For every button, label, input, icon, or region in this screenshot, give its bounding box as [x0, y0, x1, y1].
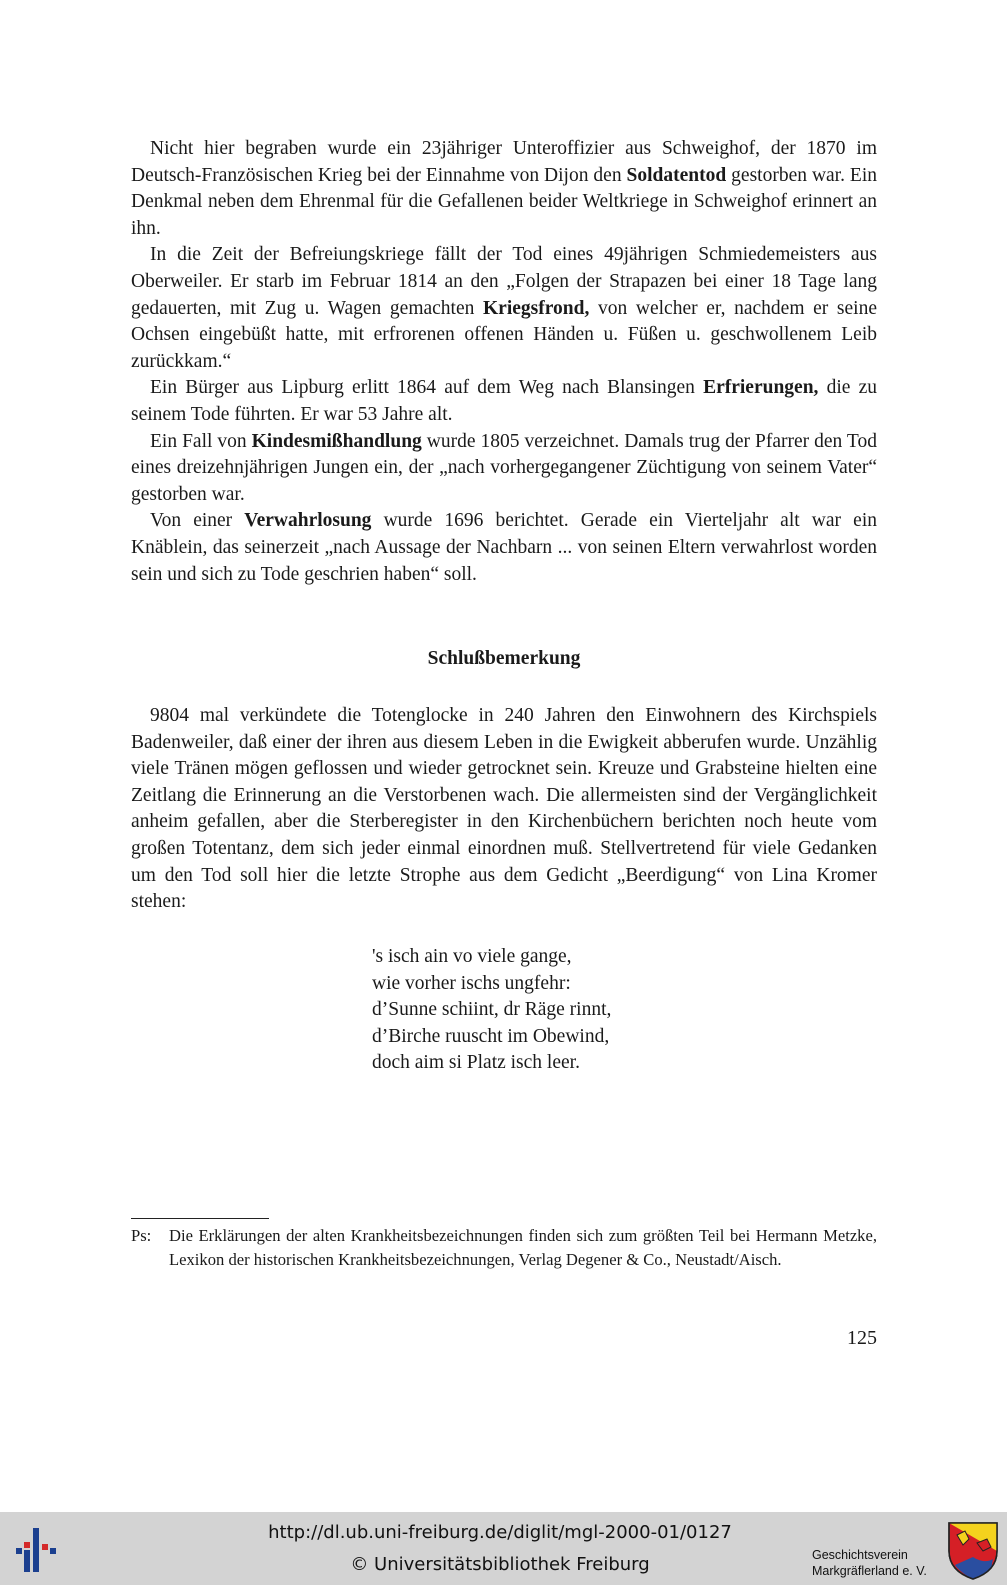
term-verwahrlosung: Verwahrlosung — [244, 510, 372, 532]
paragraph-frostbite: Ein Bürger aus Lipburg erlitt 1864 auf dem Weg nach Blansingen Erfrierungen, die zu seinem Tode führten. Er war 53 Jahre alt. — [131, 377, 878, 425]
poem-stanza — [372, 944, 611, 1077]
closing-text — [131, 703, 877, 916]
body-text — [131, 136, 877, 588]
footnote-divider — [131, 1218, 269, 1219]
paragraph-child-abuse: Ein Fall von Kindesmißhandlung wurde 1805 verzeichnet. Damals trug der Pfarrer den Tod eines dreizehnjährigen Jungen ein, der „nach vorhergegangener Züchtigung von seinem Vater“ gestorben war. — [131, 430, 877, 505]
term-kindesmisshandlung: Kindesmißhandlung — [251, 430, 422, 452]
footer-url-link[interactable]: http://dl.ub.uni-freiburg.de/diglit/mgl-2000-01/0127 — [268, 1522, 732, 1543]
paragraph-neglect: Von einer Verwahrlosung wurde 1696 berichtet. Gerade ein Vierteljahr alt war ein Knäblein, das seinerzeit „nach Aussage der Nachbarn ... von seinen Eltern verwahrlost worden sein und sich zu Tode geschrien haben“ soll. — [131, 510, 877, 585]
footnote-text: Die Erklärungen der alten Krankheitsbezeichnungen finden sich zum größten Teil bei Hermann Metzke, Lexikon der historischen Krankheitsbezeichnungen, Verlag Degener & Co., Neustadt/Aisch. — [169, 1226, 877, 1270]
paragraph-blacksmith: In die Zeit der Befreiungskriege fällt der Tod eines 49jährigen Schmiedemeisters aus Oberweiler. Er starb im Februar 1814 an den „Folgen der Strapazen bei einer 18 Tage lang gedauerten, mit Zug u. Wagen gemachten Kriegsfrond, von welcher er, nachdem er seine Ochsen eingebüßt hatte, mit erfrorenen offenen Händen u. Füßen u. geschwollenem Leib zurückkam.“ — [131, 244, 877, 372]
term-erfrierungen: Erfrierungen, — [703, 377, 819, 399]
footer-copyright: © Universitätsbibliothek Freiburg — [350, 1554, 650, 1575]
poem-line: wie vorher ischs ungfehr: — [372, 972, 571, 994]
footnote — [131, 1224, 877, 1273]
footnote-label: Ps: — [131, 1226, 152, 1245]
society-line: Markgräflerland e. V. — [812, 1564, 927, 1578]
poem-line: 's isch ain vo viele gange, — [372, 946, 572, 967]
closing-paragraph: 9804 mal verkündete die Totenglocke in 240 Jahren den Einwohnern des Kirchspiels Badenweiler, daß einer der ihren aus diesem Leben in die Ewigkeit abberufen wurde. Unzählig viele Tränen mögen geflossen und wieder getrocknet sein. Kreuze und Grabsteine hielten eine Zeitlang die Erinnerung an die Verstorbenen wach. Die allermeisten sind der Vergänglichkeit anheim gefallen, aber die Sterberegister in den Kirchenbüchern berichten noch heute vom großen Totentanz, dem sich jeder einmal einordnen muß. Stellvertretend für viele Gedanken um den Tod soll hier die letzte Strophe aus dem Gedicht „Beerdigung“ von Lina Kromer stehen: — [131, 705, 877, 913]
poem-line: doch aim si Platz isch leer. — [372, 1052, 580, 1074]
ub-freiburg-logo-icon[interactable] — [12, 1524, 64, 1576]
term-kriegsfrond: Kriegsfrond, — [483, 297, 590, 319]
section-heading: Schlußbemerkung — [427, 648, 581, 669]
page-number: 125 — [847, 1327, 877, 1349]
paragraph-soldier: Nicht hier begraben wurde ein 23jähriger Unteroffizier aus Schweighof, der 1870 im Deutsch-Französischen Krieg bei der Einnahme von Dijon den Soldatentod gestorben war. Ein Denkmal neben dem Ehrenmal für die Gefallenen beider Weltkriege in Schweighof erinnert an ihn. — [131, 138, 877, 239]
poem-line: d’Sunne schiint, dr Räge rinnt, — [372, 999, 612, 1021]
term-soldatentod: Soldatentod — [626, 164, 727, 186]
society-name — [812, 1547, 940, 1579]
poem-line: d’Birche ruuscht im Obewind, — [372, 1025, 610, 1047]
coat-of-arms-icon — [947, 1521, 999, 1581]
society-line: Geschichtsverein — [812, 1548, 908, 1562]
